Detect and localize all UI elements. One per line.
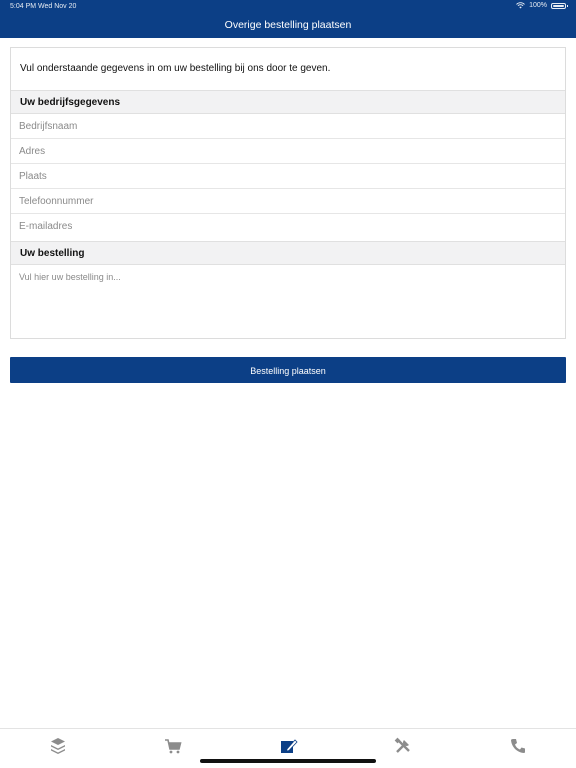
battery-icon [551,3,566,9]
tools-icon [392,735,414,757]
city-row [11,164,565,189]
city-input[interactable] [19,164,549,188]
order-textarea[interactable] [19,272,555,334]
cart-icon [162,735,184,757]
status-time: 5:04 PM Wed Nov 20 [10,3,77,10]
phone-row [11,189,565,214]
home-indicator [200,759,376,763]
company-section-title: Uw bedrijfsgegevens [20,97,121,108]
address-row [11,139,565,164]
tab-layers[interactable] [47,735,69,757]
company-section-header [11,90,565,114]
company-name-row [11,114,565,139]
phone-input[interactable] [19,189,549,213]
company-name-input[interactable] [19,114,549,138]
tab-tools[interactable] [392,735,414,757]
layers-icon [47,735,69,757]
wifi-icon [516,2,525,9]
navigation-header [0,0,576,38]
submit-order-button[interactable]: Bestelling plaatsen [10,357,566,383]
order-section-header [11,241,565,265]
status-right [516,2,566,9]
status-bar [0,0,576,13]
edit-icon [277,735,299,757]
tab-order[interactable] [277,735,299,757]
battery-percentage: 100% [529,2,547,9]
order-form [10,47,566,339]
order-section-title: Uw bestelling [20,248,85,259]
intro-text: Vul onderstaande gegevens in om uw bestelling bij ons door te geven. [20,63,331,74]
email-input[interactable] [19,214,549,238]
address-input[interactable] [19,139,549,163]
email-row [11,214,565,239]
tab-cart[interactable] [162,735,184,757]
page-title: Overige bestelling plaatsen [224,19,352,31]
phone-icon [507,735,529,757]
tab-contact[interactable] [507,735,529,757]
